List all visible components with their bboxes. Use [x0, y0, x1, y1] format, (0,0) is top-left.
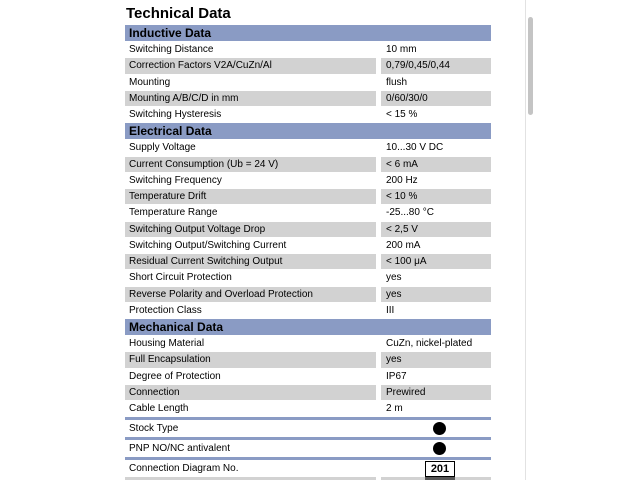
table-row: [125, 75, 491, 90]
table-row: [125, 352, 491, 367]
row-label: Mounting A/B/C/D in mm: [125, 91, 376, 106]
section-separator: [125, 417, 491, 420]
section-heading-mechanical: Mechanical Data: [125, 319, 491, 335]
row-value: < 15 %: [386, 109, 418, 120]
stock-type-row: [125, 421, 491, 436]
row-value: 0/60/30/0: [381, 91, 491, 106]
row-value: 2 m: [386, 403, 403, 414]
row-label: Correction Factors V2A/CuZn/Al: [125, 58, 376, 73]
row-label: Switching Output/Switching Current: [129, 239, 287, 251]
row-value: -25...80 °C: [386, 207, 434, 219]
table-row: [125, 222, 491, 237]
row-label: Housing Material: [129, 338, 205, 349]
row-label: Stock Type: [129, 423, 179, 435]
row-label: Residual Current Switching Output: [125, 254, 376, 269]
table-row: [125, 401, 491, 416]
row-value: 10...30 V DC: [386, 142, 444, 154]
row-value: flush: [386, 76, 408, 88]
row-label: Connection: [125, 385, 376, 400]
row-label: Current Consumption (Ub = 24 V): [125, 157, 376, 172]
row-label: Protection Class: [129, 304, 202, 316]
filled-dot-icon: [433, 442, 446, 455]
table-row: [125, 287, 491, 302]
pnp-row: [125, 441, 491, 456]
row-value: < 6 mA: [381, 157, 491, 172]
page-title: Technical Data: [126, 5, 231, 22]
row-label: Supply Voltage: [129, 142, 196, 154]
row-label: Switching Output Voltage Drop: [125, 222, 376, 237]
section-heading-inductive: Inductive Data: [125, 25, 491, 41]
table-row: [125, 369, 491, 384]
row-label: PNP NO/NC antivalent: [129, 443, 230, 455]
table-row: [125, 205, 491, 220]
row-value: 10 mm: [386, 44, 417, 55]
row-label: Full Encapsulation: [125, 352, 376, 367]
filled-dot-icon: [433, 422, 446, 435]
row-value: 200 mA: [386, 239, 421, 251]
table-row: [125, 238, 491, 253]
row-label: Temperature Range: [129, 207, 218, 219]
row-label: Switching Distance: [129, 44, 214, 55]
scrollbar-thumb[interactable]: [528, 17, 533, 115]
row-label: Cable Length: [129, 403, 189, 414]
row-label: Connection Diagram No.: [129, 463, 239, 475]
table-row: [125, 107, 491, 122]
row-value: < 10 %: [381, 189, 491, 204]
table-row: [125, 189, 491, 204]
row-value: CuZn, nickel-plated: [386, 338, 473, 349]
row-label: Short Circuit Protection: [129, 272, 232, 284]
section-heading-electrical: Electrical Data: [125, 123, 491, 139]
row-value: 200 Hz: [386, 174, 418, 186]
row-label: Degree of Protection: [129, 370, 221, 382]
technical-data-table: [125, 25, 491, 480]
row-label: Switching Hysteresis: [129, 109, 222, 120]
row-value: III: [386, 304, 395, 316]
table-row: [125, 157, 491, 172]
table-row: [125, 58, 491, 73]
row-value: yes: [381, 287, 491, 302]
row-label: Switching Frequency: [129, 174, 222, 186]
table-row: [125, 270, 491, 285]
diagram-number-box: 201: [425, 461, 455, 477]
table-row: [125, 173, 491, 188]
row-value: Prewired: [381, 385, 491, 400]
connection-diagram-row: [125, 461, 491, 476]
row-value: 0,79/0,45/0,44: [381, 58, 491, 73]
row-label: Reverse Polarity and Overload Protection: [125, 287, 376, 302]
table-row: [125, 91, 491, 106]
table-row: [125, 140, 491, 155]
row-value: IP67: [386, 370, 407, 382]
table-row: [125, 336, 491, 351]
row-value: yes: [386, 272, 402, 284]
table-row: [125, 303, 491, 318]
vertical-scrollbar[interactable]: [525, 0, 535, 480]
row-value: yes: [381, 352, 491, 367]
table-row: [125, 385, 491, 400]
table-row: [125, 42, 491, 57]
section-separator: [125, 457, 491, 460]
row-value: < 100 μA: [381, 254, 491, 269]
row-value: < 2,5 V: [381, 222, 491, 237]
table-row: [125, 254, 491, 269]
section-separator: [125, 437, 491, 440]
row-label: Mounting: [129, 76, 171, 88]
row-label: Temperature Drift: [125, 189, 376, 204]
